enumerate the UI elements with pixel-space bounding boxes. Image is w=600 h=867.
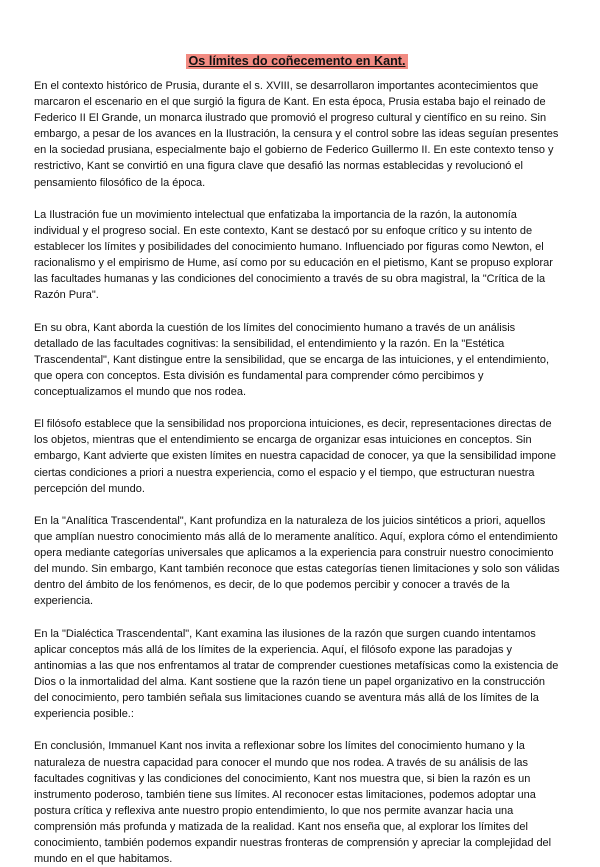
title-wrapper bbox=[34, 52, 560, 68]
paragraph-transcendental-dialectic: En la "Dialéctica Trascendental", Kant examina las ilusiones de la razón que surgen cuando intentamos aplicar conceptos más allá de los límites de la experiencia. Aquí, el filósofo expone las paradojas y antinomias a las que nos enfrentamos al tratar de comprender cuestiones metafísicas como la existencia de Dios o la inmortalidad del alma. Kant sostiene que la razón tiene un papel organizativo en la construcción del conocimiento, pero también señala sus limitaciones cuando se aventura más allá de los límites de la experiencia posible.: bbox=[34, 627, 559, 721]
paragraph-historical-context: En el contexto histórico de Prusia, durante el s. XVIII, se desarrollaron importantes acontecimientos que marcaron el escenario en el que surgió la figura de Kant. En esta época, Prusia estaba bajo el reinado de Federico II El Grande, un monarca ilustrado que promovió el progreso cultural y científico en su reino. Sin embargo, a pesar de los avances en la Ilustración, la censura y el control sobre las ideas seguían presentes en la sociedad prusiana, especialmente bajo el gobierno de Federico Guillermo II. En este contexto tenso y restrictivo, Kant se convirtió en una figura clave que desafió las normas establecidas y revolucionó el pensamiento filosófico de la época. bbox=[34, 80, 559, 189]
document-title: Os límites do coñecemento en Kant. bbox=[186, 54, 409, 69]
paragraph-conclusion: En conclusión, Immanuel Kant nos invita a reflexionar sobre los límites del conocimiento humano y la naturaleza de nuestra capacidad para conocer el mundo que nos rodea. A través de su análisis de las facultades cognitivas y las condiciones del conocimiento, Kant nos muestra que, si bien la razón es un instrumento poderoso, también tiene sus límites. Al reconocer estas limitaciones, podemos adoptar una postura crítica y reflexiva ante nuestro propio entendimiento, lo que nos permite avanzar hacia una comprensión más profunda y matizada de la realidad. Kant nos enseña que, al explorar los límites del conocimiento, también podemos expandir nuestras fronteras de comprensión y apreciar la complejidad del mundo en el que habitamos. bbox=[34, 740, 552, 866]
paragraph-cognitive-faculties: En su obra, Kant aborda la cuestión de los límites del conocimiento humano a través de un análisis detallado de las facultades cognitivas: la sensibilidad, el entendimiento y la razón. En la "Estética Trascendental", Kant distingue entre la sensibilidad, que se encarga de las intuiciones, y el entendimiento, que opera con conceptos. Esta división es fundamental para comprender cómo percibimos y conceptualizamos el mundo que nos rodea. bbox=[34, 321, 549, 398]
paragraph-enlightenment: La Ilustración fue un movimiento intelectual que enfatizaba la importancia de la razón, la autonomía individual y el progreso social. En este contexto, Kant se destacó por su enfoque crítico y su intento de establecer los límites y posibilidades del conocimiento humano. Influenciado por figuras como Newton, el racionalismo y el empirismo de Hume, así como por su educación en el pietismo, Kant se propuso explorar las facultades humanas y las condiciones del conocimiento a través de su obra magistral, la "Crítica de la Razón Pura". bbox=[34, 208, 553, 302]
paragraph-sensibility: El filósofo establece que la sensibilidad nos proporciona intuiciones, es decir, representaciones directas de los objetos, mientras que el entendimiento se encarga de organizar esas intuiciones en conceptos. Sin embargo, Kant advierte que existen límites en nuestra capacidad de conocer, ya que la sensibilidad impone ciertas condiciones a priori a nuestra experiencia, como el espacio y el tiempo, que estructuran nuestra percepción del mundo. bbox=[34, 418, 556, 495]
paragraph-transcendental-analytic: En la "Analítica Trascendental", Kant profundiza en la naturaleza de los juicios sintéticos a priori, aquellos que amplían nuestro conocimiento más allá de lo meramente analítico. Aquí, explora cómo el entendimiento opera mediante categorías universales que aplicamos a la experiencia para construir nuestro conocimiento del mundo. Sin embargo, Kant también reconoce que estas categorías tienen limitaciones y solo son válidas dentro del ámbito de los fenómenos, es decir, de lo que podemos percibir y conocer a través de la experiencia. bbox=[34, 514, 560, 608]
